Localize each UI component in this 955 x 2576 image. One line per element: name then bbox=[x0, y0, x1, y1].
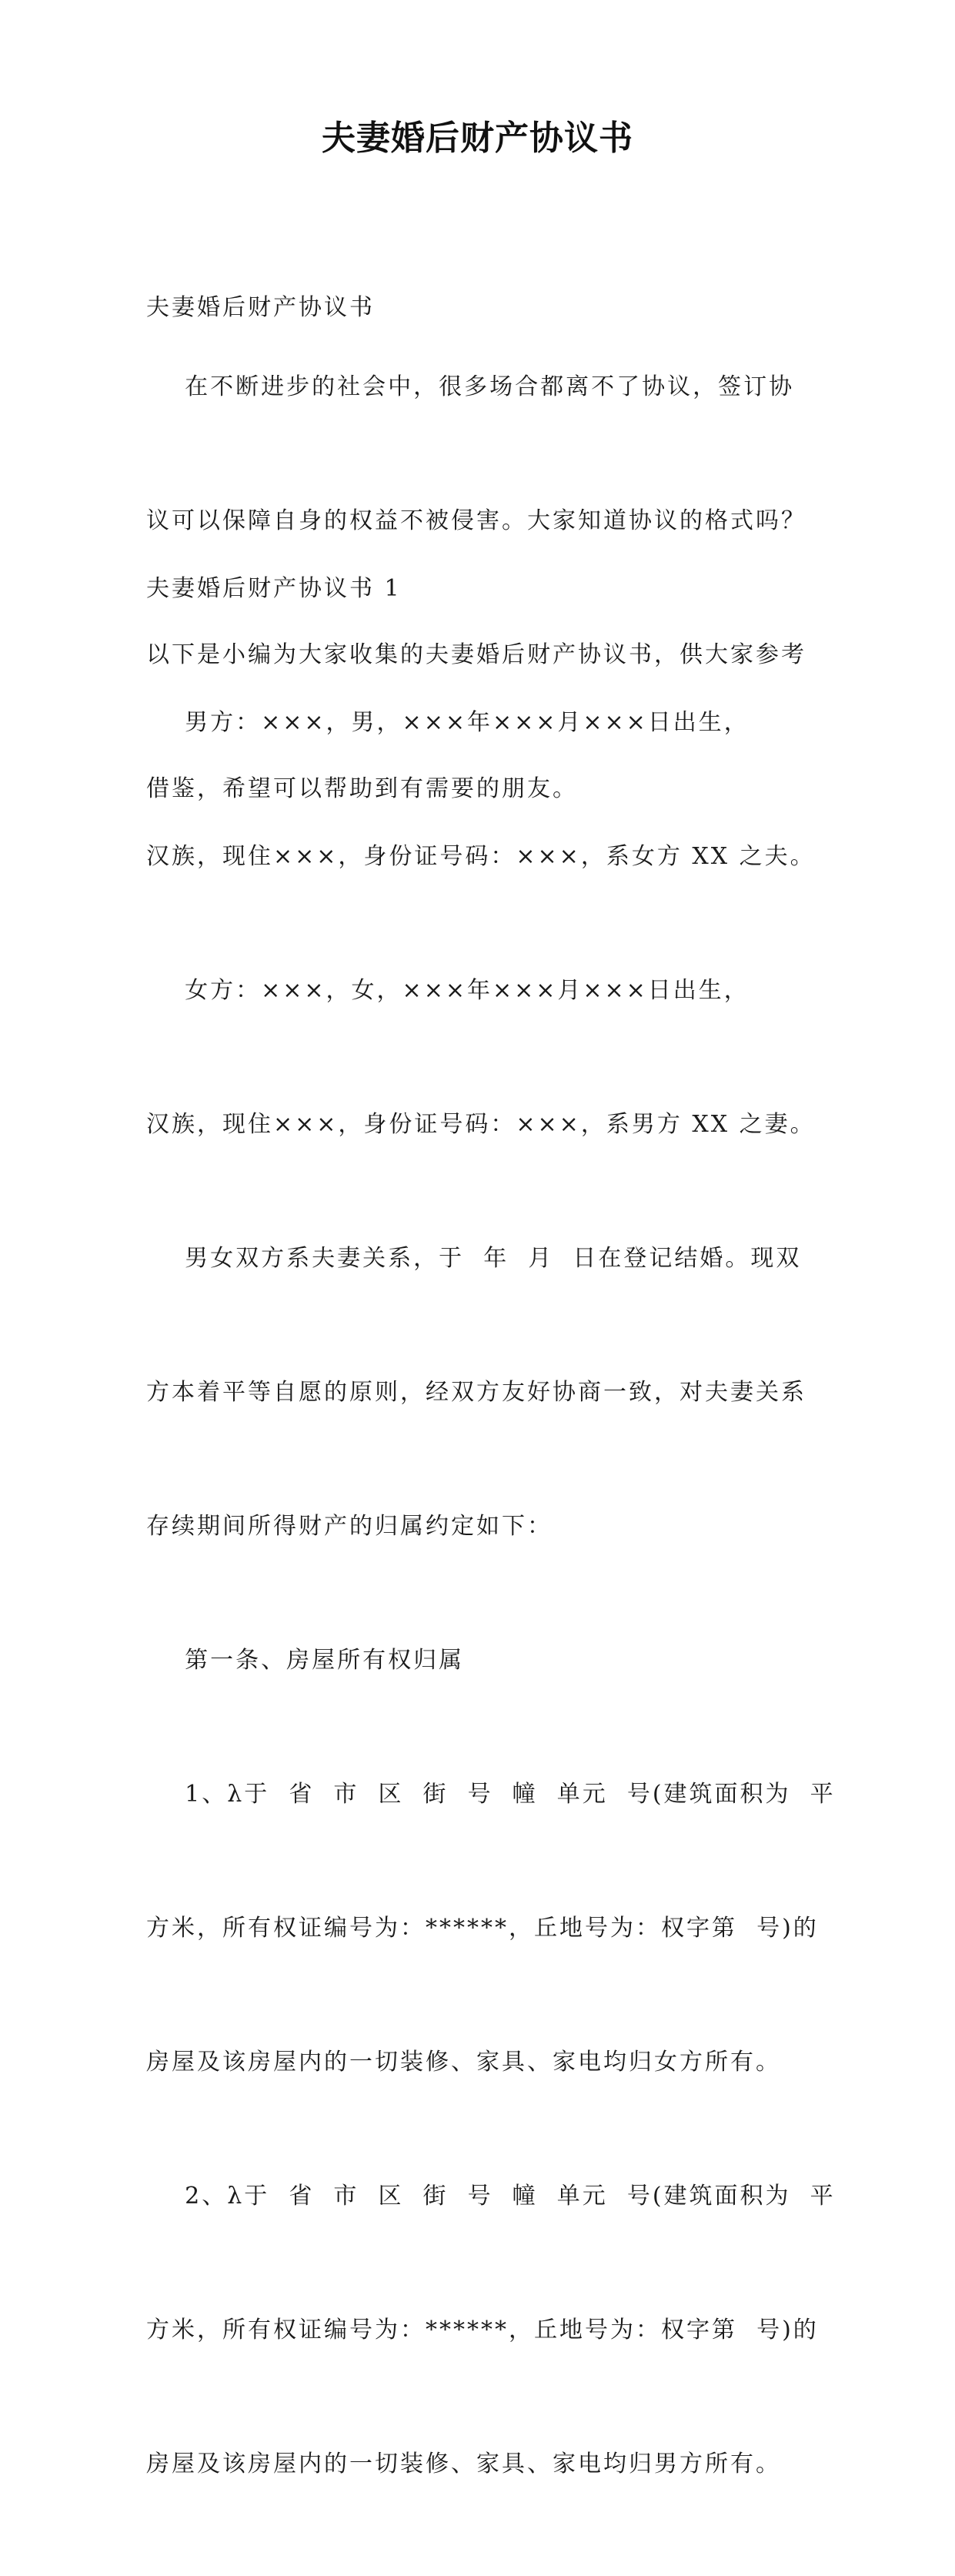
section-1 bbox=[146, 477, 836, 2576]
intro-line: 以下是小编为大家收集的夫妻婚后财产协议书，供大家参考 bbox=[146, 641, 806, 668]
section-line: 房屋及该房屋内的一切装修、家具、家电均归男方所有。 bbox=[146, 2451, 781, 2477]
section-line: 女方：×××，女，×××年×××月×××日出生， bbox=[146, 977, 750, 1004]
section-line: 男女双方系夫妻关系，于 年 月 日在登记结婚。现双 bbox=[146, 1245, 802, 1272]
section-line: 2、λ于 省 市 区 街 号 幢 单元 号(建筑面积为 平 bbox=[146, 2183, 836, 2210]
intro-line: 借鉴，希望可以帮助到有需要的朋友。 bbox=[146, 775, 578, 802]
section-line: 汉族，现住×××，身份证号码：×××，系女方 XX 之夫。 bbox=[146, 843, 816, 870]
section-line: 方米，所有权证编号为：******，丘地号为：权字第 号)的 bbox=[146, 1915, 819, 1942]
section-line: 男方：×××，男，×××年×××月×××日出生， bbox=[146, 709, 750, 736]
article-heading: 第一条、房屋所有权归属 bbox=[146, 1647, 465, 1674]
document-title: 夫妻婚后财产协议书 bbox=[322, 119, 633, 158]
section-line: 1、λ于 省 市 区 街 号 幢 单元 号(建筑面积为 平 bbox=[146, 1781, 836, 1808]
section-line: 存续期间所得财产的归属约定如下： bbox=[146, 1513, 553, 1540]
subtitle-line: 夫妻婚后财产协议书 bbox=[146, 294, 375, 321]
section-line: 汉族，现住×××，身份证号码：×××，系男方 XX 之妻。 bbox=[146, 1111, 816, 1138]
section-line: 方本着平等自愿的原则，经双方友好协商一致，对夫妻关系 bbox=[146, 1379, 806, 1406]
intro-line: 议可以保障自身的权益不被侵害。大家知道协议的格式吗？ bbox=[146, 507, 806, 534]
section-line: 房屋及该房屋内的一切装修、家具、家电均归女方所有。 bbox=[146, 2049, 781, 2076]
section-line: 方米，所有权证编号为：******，丘地号为：权字第 号)的 bbox=[146, 2317, 819, 2343]
intro-line: 在不断进步的社会中，很多场合都离不了协议，签订协 bbox=[146, 373, 795, 400]
section-heading: 夫妻婚后财产协议书 1 bbox=[146, 575, 402, 602]
